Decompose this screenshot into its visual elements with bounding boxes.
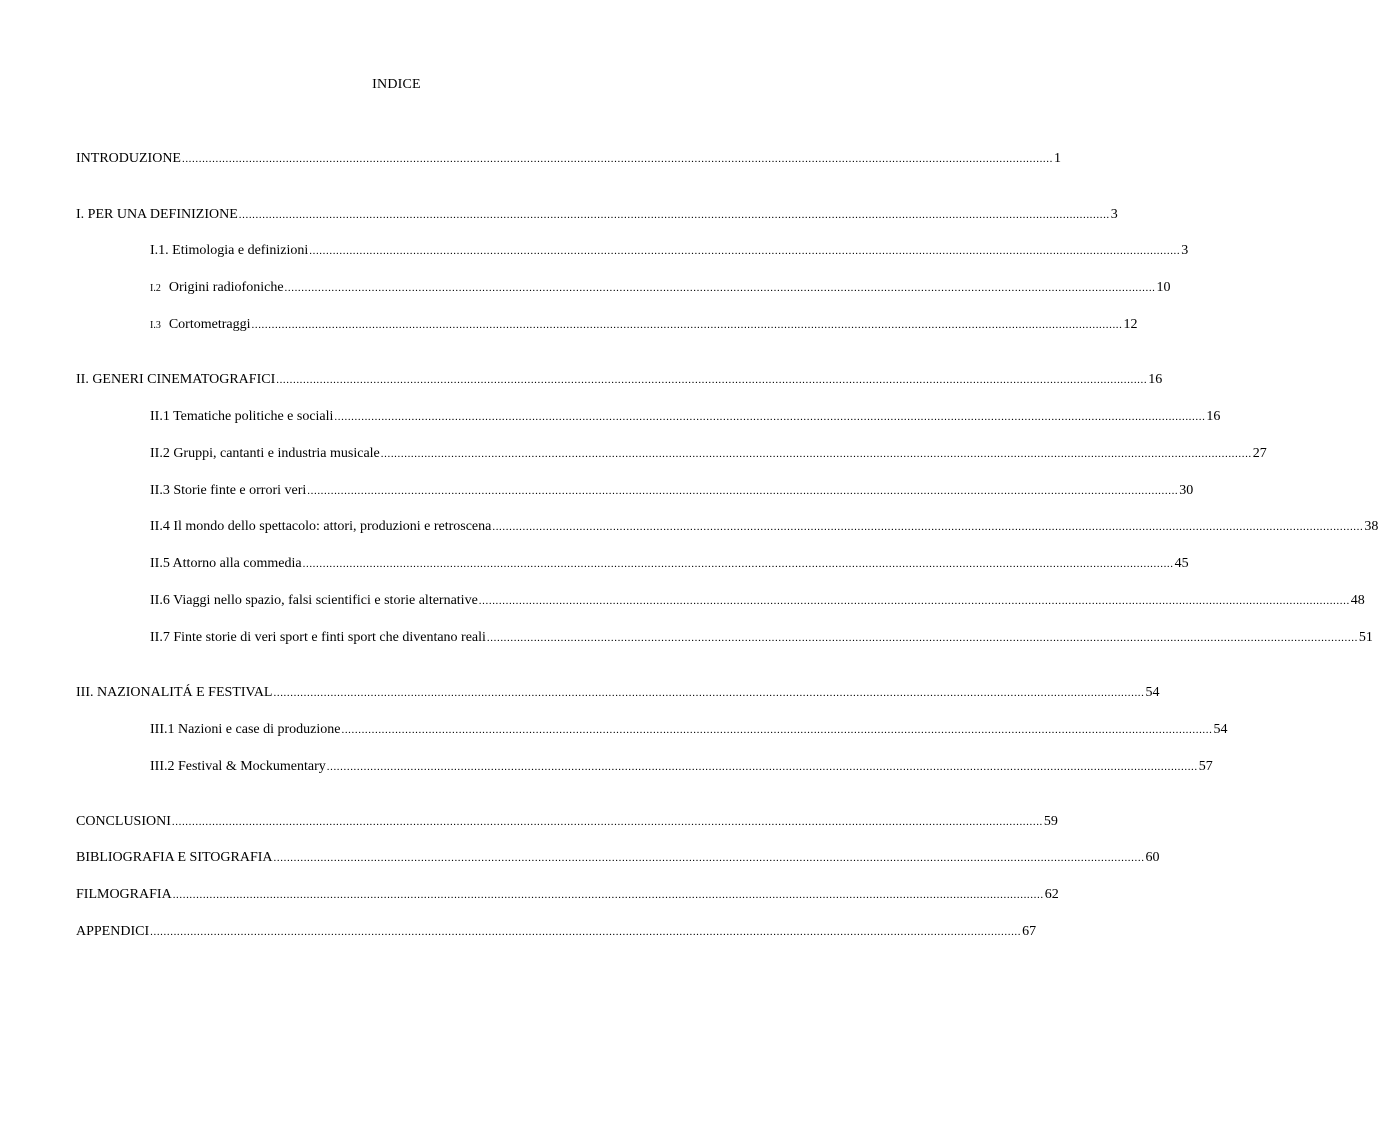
toc-entry-label: CONCLUSIONI <box>76 814 171 829</box>
toc-entry-label: Origini radiofoniche <box>168 280 284 295</box>
toc-entry-label: II. GENERI CINEMATOGRAFICI <box>76 372 276 387</box>
toc-entry-section-2-3[interactable] <box>150 482 1194 500</box>
toc-entry-label: II.6 Viaggi nello spazio, falsi scientifici e storie alternative <box>150 593 478 608</box>
toc-entry-page: 12 <box>1123 317 1138 332</box>
page-title: INDICE <box>372 77 421 92</box>
toc-entry-bibliografia[interactable] <box>76 849 1160 867</box>
toc-entry-section-3-1[interactable] <box>150 721 1228 739</box>
dot-leader: .................................................................................................................................................................................................................................................................... <box>276 374 1148 386</box>
toc-entry-page: 57 <box>1198 759 1213 774</box>
toc-entry-number: I.3 <box>150 320 161 331</box>
toc-entry-section-2-5[interactable] <box>150 555 1189 573</box>
toc-entry-page: 3 <box>1181 243 1189 258</box>
toc-entry-section-2-2[interactable] <box>150 445 1267 463</box>
toc-entry-label: Cortometraggi <box>168 317 251 332</box>
toc-entry-label: I.1. Etimologia e definizioni <box>150 243 309 258</box>
toc-entry-section-2-7[interactable] <box>150 629 1373 647</box>
dot-leader: .................................................................................................................................................................................................................................................................... <box>341 724 1213 736</box>
dot-leader: .................................................................................................................................................................................................................................................................... <box>273 687 1145 699</box>
toc-entry-page: 59 <box>1043 814 1058 829</box>
toc-entry-label: I. PER UNA DEFINIZIONE <box>76 207 238 222</box>
toc-entry-page: 1 <box>1053 151 1061 166</box>
dot-leader: .................................................................................................................................................................................................................................................................... <box>380 448 1252 460</box>
toc-entry-page: 54 <box>1213 722 1228 737</box>
toc-entry-filmografia[interactable] <box>76 886 1059 904</box>
toc-entry-label: INTRODUZIONE <box>76 151 181 166</box>
dot-leader: .................................................................................................................................................................................................................................................................... <box>171 816 1043 828</box>
toc-entry-number: I.2 <box>150 283 161 294</box>
toc-entry-page: 3 <box>1110 207 1118 222</box>
dot-leader: .................................................................................................................................................................................................................................................................... <box>307 485 1179 497</box>
toc-entry-label: BIBLIOGRAFIA E SITOGRAFIA <box>76 850 273 865</box>
toc-entry-chapter-3[interactable] <box>76 684 1160 702</box>
dot-leader: .................................................................................................................................................................................................................................................................... <box>181 153 1053 165</box>
toc-entry-chapter-2[interactable] <box>76 371 1163 389</box>
dot-leader: .................................................................................................................................................................................................................................................................... <box>284 282 1156 294</box>
toc-entry-page: 60 <box>1145 850 1160 865</box>
toc-entry-conclusioni[interactable] <box>76 813 1058 831</box>
toc-entry-label: II.2 Gruppi, cantanti e industria musicale <box>150 446 380 461</box>
toc-entry-section-1-2[interactable] <box>150 279 1171 297</box>
dot-leader: .................................................................................................................................................................................................................................................................... <box>172 889 1044 901</box>
toc-entry-page: 27 <box>1252 446 1267 461</box>
dot-leader: .................................................................................................................................................................................................................................................................... <box>273 852 1145 864</box>
dot-leader: .................................................................................................................................................................................................................................................................... <box>302 558 1174 570</box>
toc-entry-chapter-1[interactable] <box>76 206 1118 224</box>
toc-entry-page: 51 <box>1358 630 1373 645</box>
toc-entry-page: 16 <box>1148 372 1163 387</box>
toc-entry-section-2-4[interactable] <box>150 518 1378 536</box>
toc-entry-label: II.7 Finte storie di veri sport e finti sport che diventano reali <box>150 630 486 645</box>
toc-entry-section-1-1[interactable] <box>150 242 1189 260</box>
toc-entry-label: II.5 Attorno alla commedia <box>150 556 302 571</box>
toc-entry-label: III. NAZIONALITÁ E FESTIVAL <box>76 685 273 700</box>
toc-entry-page: 16 <box>1206 409 1221 424</box>
dot-leader: .................................................................................................................................................................................................................................................................... <box>478 595 1350 607</box>
toc-entry-label: FILMOGRAFIA <box>76 887 172 902</box>
toc-entry-label: II.1 Tematiche politiche e sociali <box>150 409 334 424</box>
toc-entry-section-2-6[interactable] <box>150 592 1365 610</box>
toc-entry-appendici[interactable] <box>76 923 1037 941</box>
dot-leader: .................................................................................................................................................................................................................................................................... <box>238 209 1110 221</box>
toc-entry-page: 67 <box>1022 924 1037 939</box>
toc-entry-section-1-3[interactable] <box>150 316 1138 334</box>
toc-entry-page: 30 <box>1179 483 1194 498</box>
dot-leader: .................................................................................................................................................................................................................................................................... <box>492 521 1364 533</box>
toc-entry-label: III.1 Nazioni e case di produzione <box>150 722 341 737</box>
toc-entry-page: 38 <box>1364 519 1378 534</box>
dot-leader: .................................................................................................................................................................................................................................................................... <box>334 411 1206 423</box>
toc-entry-label: III.2 Festival & Mockumentary <box>150 759 326 774</box>
toc-entry-section-2-1[interactable] <box>150 408 1221 426</box>
toc-entry-page: 54 <box>1145 685 1160 700</box>
dot-leader: .................................................................................................................................................................................................................................................................... <box>309 245 1181 257</box>
dot-leader: .................................................................................................................................................................................................................................................................... <box>251 319 1123 331</box>
toc-entry-page: 45 <box>1174 556 1189 571</box>
dot-leader: .................................................................................................................................................................................................................................................................... <box>326 761 1198 773</box>
toc-entry-page: 10 <box>1156 280 1171 295</box>
toc-entry-section-3-2[interactable] <box>150 758 1213 776</box>
toc-entry-label: II.3 Storie finte e orrori veri <box>150 483 307 498</box>
toc-entry-introduzione[interactable] <box>76 150 1061 168</box>
toc-entry-label: APPENDICI <box>76 924 150 939</box>
dot-leader: .................................................................................................................................................................................................................................................................... <box>150 926 1022 938</box>
toc-entry-label: II.4 Il mondo dello spettacolo: attori, produzioni e retroscena <box>150 519 492 534</box>
toc-entry-page: 62 <box>1044 887 1059 902</box>
dot-leader: .................................................................................................................................................................................................................................................................... <box>486 632 1358 644</box>
toc-entry-page: 48 <box>1350 593 1365 608</box>
